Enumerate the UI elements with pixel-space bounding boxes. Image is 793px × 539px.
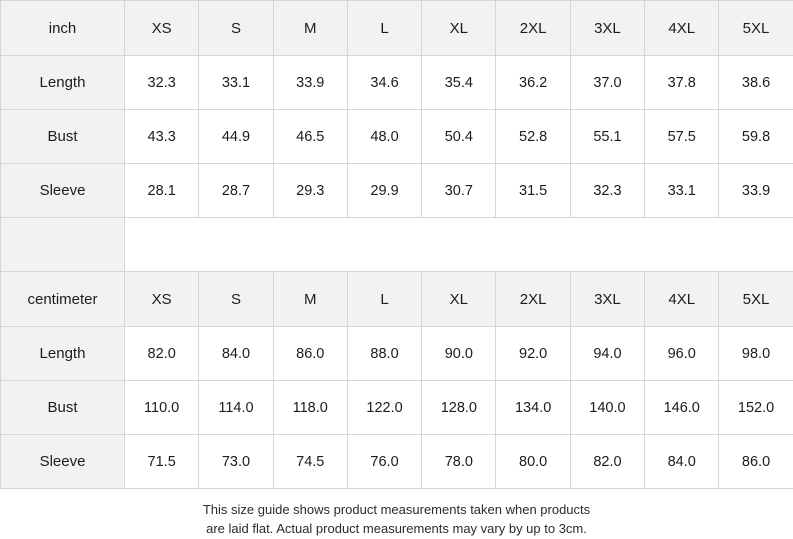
cell-inch-bust-4xl: 57.5 — [645, 110, 719, 164]
row-label-inch-sleeve: Sleeve — [1, 164, 125, 218]
cell-inch-sleeve-m: 29.3 — [273, 164, 347, 218]
cell-inch-length-5xl: 38.6 — [719, 56, 793, 110]
size-header-l: L — [347, 1, 421, 56]
cell-inch-sleeve-xs: 28.1 — [125, 164, 199, 218]
row-label-inch-bust: Bust — [1, 110, 125, 164]
cell-cm-bust-xl: 128.0 — [422, 381, 496, 435]
table-header-row-centimeter — [1, 272, 793, 327]
cell-cm-sleeve-xs: 71.5 — [125, 435, 199, 489]
size-header-cm-s: S — [199, 272, 273, 327]
cell-inch-bust-5xl: 59.8 — [719, 110, 793, 164]
cell-cm-sleeve-xl: 78.0 — [422, 435, 496, 489]
size-header-cm-xs: XS — [125, 272, 199, 327]
cell-cm-sleeve-m: 74.5 — [273, 435, 347, 489]
size-header-cm-l: L — [347, 272, 421, 327]
cell-cm-sleeve-5xl: 86.0 — [719, 435, 793, 489]
cell-inch-bust-xs: 43.3 — [125, 110, 199, 164]
cell-inch-bust-m: 46.5 — [273, 110, 347, 164]
cell-inch-length-l: 34.6 — [347, 56, 421, 110]
table-row — [1, 164, 793, 218]
size-header-cm-xl: XL — [422, 272, 496, 327]
cell-cm-sleeve-4xl: 84.0 — [645, 435, 719, 489]
cell-cm-sleeve-2xl: 80.0 — [496, 435, 570, 489]
cell-cm-bust-m: 118.0 — [273, 381, 347, 435]
cell-cm-length-xs: 82.0 — [125, 327, 199, 381]
cell-cm-length-5xl: 98.0 — [719, 327, 793, 381]
table-header-row-inch — [1, 1, 793, 56]
cell-cm-bust-l: 122.0 — [347, 381, 421, 435]
cell-inch-length-m: 33.9 — [273, 56, 347, 110]
cell-inch-length-xs: 32.3 — [125, 56, 199, 110]
cell-cm-bust-s: 114.0 — [199, 381, 273, 435]
cell-cm-sleeve-3xl: 82.0 — [570, 435, 644, 489]
cell-cm-length-s: 84.0 — [199, 327, 273, 381]
cell-inch-sleeve-s: 28.7 — [199, 164, 273, 218]
cell-cm-length-2xl: 92.0 — [496, 327, 570, 381]
table-row — [1, 56, 793, 110]
cell-inch-sleeve-xl: 30.7 — [422, 164, 496, 218]
size-header-cm-4xl: 4XL — [645, 272, 719, 327]
size-header-5xl: 5XL — [719, 1, 793, 56]
table-row — [1, 381, 793, 435]
size-header-cm-2xl: 2XL — [496, 272, 570, 327]
cell-cm-length-l: 88.0 — [347, 327, 421, 381]
cell-inch-bust-xl: 50.4 — [422, 110, 496, 164]
cell-inch-length-4xl: 37.8 — [645, 56, 719, 110]
cell-cm-sleeve-s: 73.0 — [199, 435, 273, 489]
cell-cm-length-xl: 90.0 — [422, 327, 496, 381]
cell-inch-bust-l: 48.0 — [347, 110, 421, 164]
row-label-inch-length: Length — [1, 56, 125, 110]
cell-inch-length-3xl: 37.0 — [570, 56, 644, 110]
cell-inch-bust-3xl: 55.1 — [570, 110, 644, 164]
table-row — [1, 435, 793, 489]
section-spacer-row — [1, 218, 793, 272]
unit-label-centimeter: centimeter — [1, 272, 125, 327]
cell-inch-bust-s: 44.9 — [199, 110, 273, 164]
table-row — [1, 327, 793, 381]
cell-cm-sleeve-l: 76.0 — [347, 435, 421, 489]
row-label-cm-bust: Bust — [1, 381, 125, 435]
cell-inch-length-s: 33.1 — [199, 56, 273, 110]
table-row — [1, 110, 793, 164]
cell-inch-sleeve-5xl: 33.9 — [719, 164, 793, 218]
unit-label-inch: inch — [1, 1, 125, 56]
size-guide-note — [0, 501, 793, 539]
size-header-3xl: 3XL — [570, 1, 644, 56]
size-header-cm-5xl: 5XL — [719, 272, 793, 327]
size-header-xl: XL — [422, 1, 496, 56]
cell-cm-bust-xs: 110.0 — [125, 381, 199, 435]
cell-cm-bust-2xl: 134.0 — [496, 381, 570, 435]
row-label-cm-length: Length — [1, 327, 125, 381]
cell-inch-sleeve-3xl: 32.3 — [570, 164, 644, 218]
size-header-cm-m: M — [273, 272, 347, 327]
size-header-4xl: 4XL — [645, 1, 719, 56]
cell-inch-sleeve-2xl: 31.5 — [496, 164, 570, 218]
row-label-cm-sleeve: Sleeve — [1, 435, 125, 489]
cell-cm-bust-5xl: 152.0 — [719, 381, 793, 435]
size-header-2xl: 2XL — [496, 1, 570, 56]
size-header-xs: XS — [125, 1, 199, 56]
cell-cm-length-m: 86.0 — [273, 327, 347, 381]
spacer-cell-body — [125, 218, 793, 272]
spacer-cell-label — [1, 218, 125, 272]
note-line-2: are laid flat. Actual product measurements may vary by up to 3cm. — [0, 520, 793, 539]
cell-cm-bust-4xl: 146.0 — [645, 381, 719, 435]
size-header-s: S — [199, 1, 273, 56]
cell-inch-length-2xl: 36.2 — [496, 56, 570, 110]
note-line-1: This size guide shows product measurements taken when products — [0, 501, 793, 520]
cell-inch-sleeve-4xl: 33.1 — [645, 164, 719, 218]
size-header-cm-3xl: 3XL — [570, 272, 644, 327]
cell-inch-length-xl: 35.4 — [422, 56, 496, 110]
cell-cm-bust-3xl: 140.0 — [570, 381, 644, 435]
cell-inch-sleeve-l: 29.9 — [347, 164, 421, 218]
cell-cm-length-3xl: 94.0 — [570, 327, 644, 381]
size-header-m: M — [273, 1, 347, 56]
cell-cm-length-4xl: 96.0 — [645, 327, 719, 381]
cell-inch-bust-2xl: 52.8 — [496, 110, 570, 164]
